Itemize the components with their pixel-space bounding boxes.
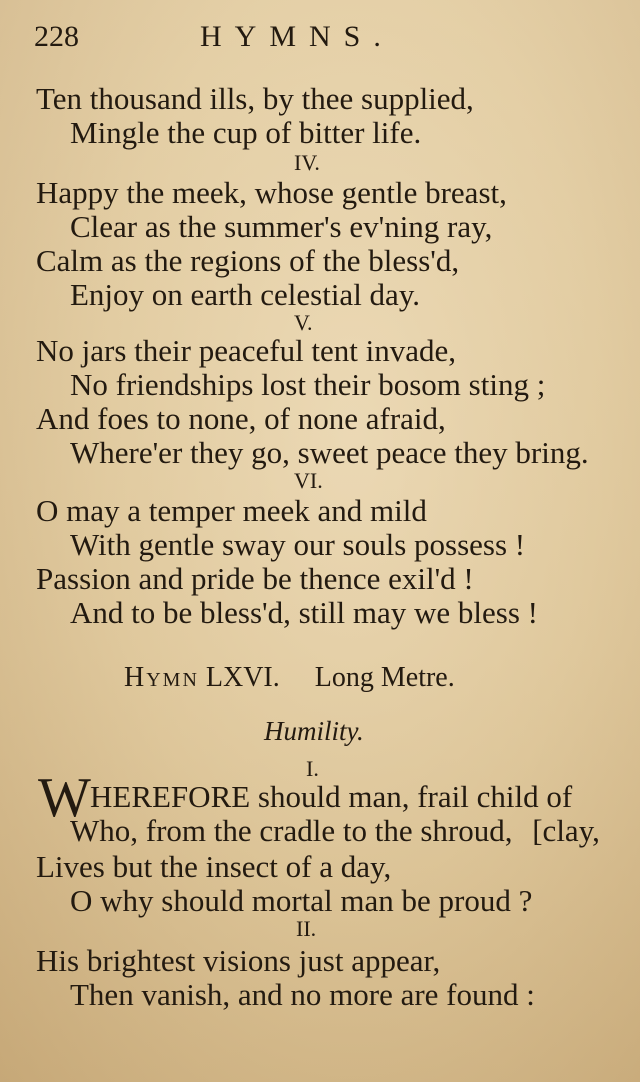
verse-line: Where'er they go, sweet peace they bring. bbox=[70, 435, 589, 470]
verse-line: No jars their peaceful tent invade, bbox=[36, 333, 457, 368]
verse-line: Clear as the summer's ev'ning ray, bbox=[70, 209, 493, 244]
hymn-metre: Long Metre. bbox=[314, 662, 455, 693]
verse-line: Calm as the regions of the bless'd, bbox=[36, 243, 460, 278]
verse-line: Enjoy on earth celestial day. bbox=[70, 277, 421, 312]
verse-line: O may a temper meek and mild bbox=[36, 493, 427, 528]
hymn-number: LXVI. bbox=[205, 662, 280, 693]
hymn-title bbox=[124, 662, 455, 694]
hymn-title-word: Hymn bbox=[124, 662, 199, 693]
verse-line: No friendships lost their bosom sting ; bbox=[70, 367, 546, 402]
hymn-subject: Humility. bbox=[264, 716, 364, 746]
verse-text: Who, from the cradle to the shroud, bbox=[70, 813, 513, 848]
drop-capital: W bbox=[38, 767, 91, 829]
stanza-numeral: VI. bbox=[294, 468, 323, 493]
stanza-numeral: IV. bbox=[294, 150, 320, 175]
verse-line: O why should mortal man be proud ? bbox=[70, 883, 533, 918]
verse-line bbox=[70, 814, 600, 848]
stanza-numeral: II. bbox=[296, 916, 317, 941]
verse-line: Then vanish, and no more are found : bbox=[70, 977, 535, 1012]
verse-line: And foes to none, of none afraid, bbox=[36, 401, 446, 436]
page-number: 228 bbox=[34, 20, 79, 53]
stanza-numeral: V. bbox=[294, 310, 313, 335]
verse-line: Lives but the insect of a day, bbox=[36, 849, 392, 884]
running-title: HYMNS. bbox=[200, 20, 394, 53]
verse-line: His brightest visions just appear, bbox=[36, 943, 441, 978]
verse-line: With gentle sway our souls possess ! bbox=[70, 527, 526, 562]
verse-line: Mingle the cup of bitter life. bbox=[70, 115, 422, 150]
verse-line: HEREFORE should man, frail child of bbox=[90, 779, 573, 814]
verse-line: And to be bless'd, still may we bless ! bbox=[70, 595, 538, 630]
verse-line: Passion and pride be thence exil'd ! bbox=[36, 561, 474, 596]
turnover-bracket: [clay, bbox=[532, 813, 600, 848]
verse-line: Happy the meek, whose gentle breast, bbox=[36, 175, 507, 210]
verse-line: Ten thousand ills, by thee supplied, bbox=[36, 81, 474, 116]
stanza-numeral: I. bbox=[306, 756, 319, 781]
